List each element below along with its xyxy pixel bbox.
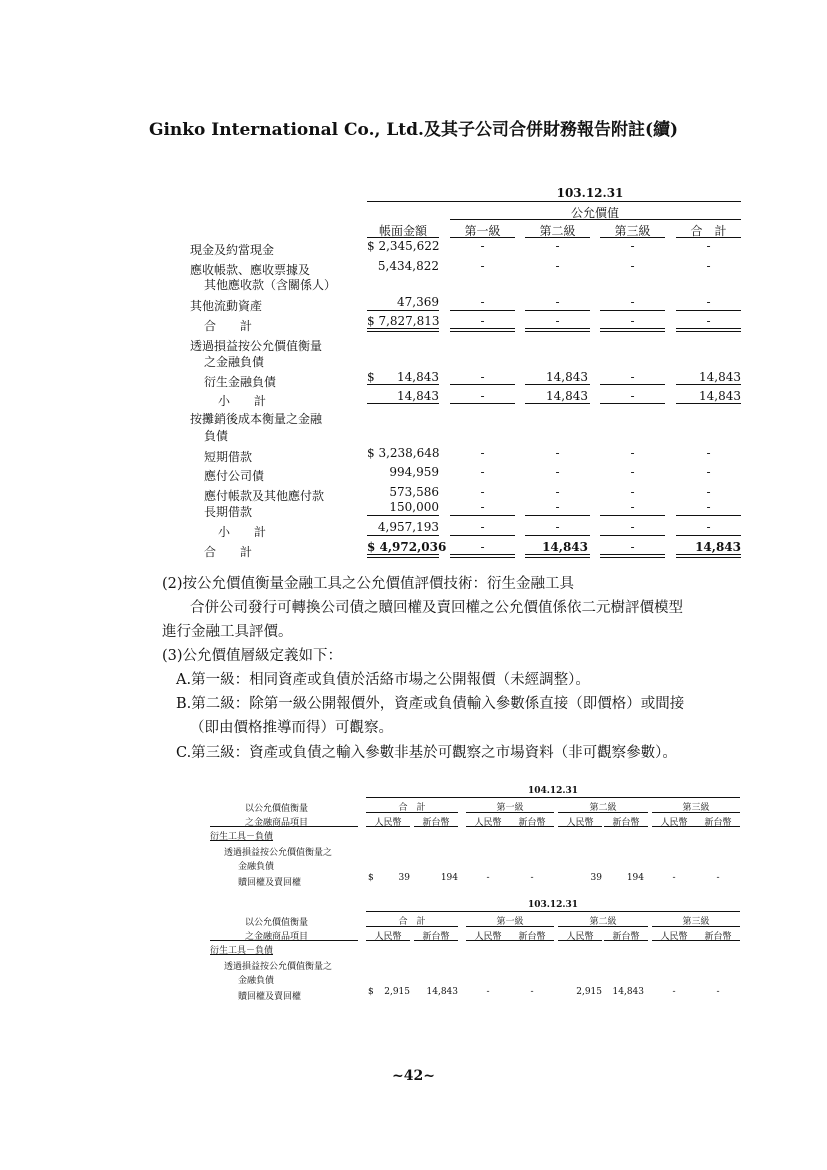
fair-value-label: 公允價值 — [570, 206, 619, 220]
header-left: 以公允價值衡量 — [245, 918, 309, 928]
divider — [600, 384, 665, 385]
cell-book: 14,843 — [397, 389, 439, 403]
cell-total: - — [706, 500, 711, 514]
divider — [367, 384, 439, 385]
cell-book: $ 3,238,648 — [367, 446, 440, 460]
table-date: 103.12.31 — [556, 186, 624, 200]
cell-value: 2,915 — [384, 987, 410, 997]
col-header-total: 合 計 — [690, 224, 727, 238]
divider — [414, 826, 458, 827]
divider — [450, 403, 515, 404]
row-label: 按攤銷後成本衡量之金融 — [190, 412, 323, 426]
divider — [366, 940, 410, 941]
item-label: 金融負債 — [238, 862, 275, 872]
cell-l1: - — [480, 314, 485, 328]
header-left: 之金融商品項目 — [245, 932, 309, 942]
divider — [525, 384, 590, 385]
cell-total: - — [706, 314, 711, 328]
row-label: 應付公司債 — [204, 469, 265, 483]
divider — [510, 826, 554, 827]
divider — [558, 826, 602, 827]
row-label: 衍生金融負債 — [204, 375, 277, 389]
row-label: 負債 — [204, 429, 229, 443]
group-total: 合 計 — [398, 803, 426, 813]
divider — [676, 515, 741, 516]
cell-l2: - — [555, 465, 560, 479]
divider — [366, 797, 740, 798]
row-label: 其他應收款（含關係人） — [204, 278, 337, 292]
divider — [525, 515, 590, 516]
currency: 新台幣 — [518, 818, 546, 828]
currency: 人民幣 — [474, 932, 502, 942]
divider — [604, 940, 648, 941]
row-label: 現金及約當現金 — [190, 243, 275, 257]
row-label: 之金融負債 — [204, 355, 265, 369]
group-level2: 第二級 — [589, 803, 617, 813]
row-label: 合 計 — [204, 545, 253, 559]
cell-l3: - — [630, 465, 635, 479]
divider — [600, 403, 665, 404]
cell-l1: - — [480, 500, 485, 514]
double-rule — [367, 554, 439, 558]
divider — [696, 940, 740, 941]
cell-l2: 14,843 — [542, 540, 588, 554]
cell-l3: - — [630, 500, 635, 514]
divider — [366, 926, 458, 927]
dollar-sign: $ — [367, 370, 375, 384]
divider — [466, 812, 554, 813]
divider — [450, 219, 741, 220]
currency: 新台幣 — [422, 818, 450, 828]
divider — [525, 403, 590, 404]
cell-value: 194 — [440, 873, 458, 883]
header-left: 之金融商品項目 — [245, 818, 309, 828]
double-rule — [450, 554, 515, 558]
level-b-definition: （即由價格推導而得）可觀察。 — [190, 720, 393, 736]
cell-l2: - — [555, 314, 560, 328]
cell-book: 14,843 — [397, 370, 439, 384]
row-label: 長期借款 — [204, 505, 253, 519]
cell-l1: - — [480, 295, 485, 309]
cell-l1: - — [480, 239, 485, 253]
divider — [450, 515, 515, 516]
divider — [600, 237, 665, 238]
divider — [676, 403, 741, 404]
cell-l2: 14,843 — [546, 370, 588, 384]
cell-book: 994,959 — [389, 465, 439, 479]
cell-l2: - — [555, 520, 560, 534]
divider — [558, 812, 648, 813]
double-rule — [525, 328, 590, 332]
page-number: ~42~ — [392, 1068, 435, 1084]
divider — [367, 237, 439, 238]
currency: 人民幣 — [474, 818, 502, 828]
double-rule — [676, 554, 741, 558]
cell-total: 14,843 — [699, 389, 741, 403]
item-label: 贖回權及賣回權 — [238, 878, 302, 888]
section-label: 衍生工具－負債 — [210, 832, 274, 842]
section-2-body: 進行金融工具評價。 — [162, 624, 293, 640]
divider — [676, 310, 741, 311]
cell-value: 194 — [626, 873, 644, 883]
divider — [676, 384, 741, 385]
item-label: 贖回權及賣回權 — [238, 992, 302, 1002]
level-a-definition: A.第一級：相同資產或負債於活絡市場之公開報價（未經調整）。 — [176, 672, 590, 688]
divider — [558, 940, 602, 941]
section-2-body: 合併公司發行可轉換公司債之贖回權及賣回權之公允價值係依二元樹評價模型 — [190, 600, 683, 616]
double-rule — [600, 328, 665, 332]
divider — [367, 535, 439, 536]
divider — [600, 535, 665, 536]
cell-total: - — [706, 259, 711, 273]
double-rule — [367, 328, 439, 332]
divider — [676, 237, 741, 238]
currency: 新台幣 — [518, 932, 546, 942]
cell-value: - — [672, 987, 676, 997]
header-left: 以公允價值衡量 — [245, 804, 309, 814]
double-rule — [600, 554, 665, 558]
group-level3: 第三級 — [682, 803, 710, 813]
row-label: 短期借款 — [204, 450, 253, 464]
cell-l2: - — [555, 446, 560, 460]
col-header-level2: 第二級 — [539, 224, 576, 238]
divider — [558, 926, 648, 927]
divider — [466, 940, 510, 941]
cell-l3: - — [630, 485, 635, 499]
divider — [450, 310, 515, 311]
divider — [696, 826, 740, 827]
currency: 新台幣 — [704, 932, 732, 942]
divider — [652, 826, 696, 827]
group-level1: 第一級 — [496, 803, 524, 813]
cell-l1: - — [480, 485, 485, 499]
divider — [525, 310, 590, 311]
item-label: 透過損益按公允價值衡量之 — [224, 962, 333, 972]
currency: 人民幣 — [374, 932, 402, 942]
currency: 新台幣 — [422, 932, 450, 942]
currency: 新台幣 — [704, 818, 732, 828]
level-b-definition: B.第二級：除第一級公開報價外，資產或負債輸入參數係直接（即價格）或間接 — [176, 696, 685, 712]
divider — [367, 515, 439, 516]
divider — [525, 237, 590, 238]
cell-value: 14,843 — [426, 987, 458, 997]
cell-value: - — [530, 987, 534, 997]
divider — [210, 826, 358, 827]
cell-l1: - — [480, 446, 485, 460]
table-date: 104.12.31 — [527, 786, 579, 796]
double-rule — [676, 328, 741, 332]
cell-l3: - — [630, 370, 635, 384]
dollar-sign: $ — [368, 987, 374, 997]
cell-total: 14,843 — [695, 540, 741, 554]
col-header-book: 帳面金額 — [378, 224, 427, 238]
cell-book: 47,369 — [397, 295, 439, 309]
cell-total: - — [706, 465, 711, 479]
divider — [604, 826, 648, 827]
cell-l3: - — [630, 314, 635, 328]
cell-l1: - — [480, 259, 485, 273]
currency: 新台幣 — [612, 818, 640, 828]
cell-l1: - — [480, 370, 485, 384]
cell-total: - — [706, 239, 711, 253]
currency: 人民幣 — [660, 818, 688, 828]
currency: 人民幣 — [374, 818, 402, 828]
divider — [652, 926, 740, 927]
col-header-level1: 第一級 — [464, 224, 501, 238]
divider — [510, 940, 554, 941]
table-date: 103.12.31 — [527, 900, 579, 910]
double-rule — [450, 328, 515, 332]
divider — [367, 201, 741, 202]
cell-value: - — [486, 873, 490, 883]
divider — [366, 826, 410, 827]
divider — [600, 515, 665, 516]
row-label: 合 計 — [204, 319, 253, 333]
row-label: 小 計 — [218, 394, 267, 408]
cell-l1: - — [480, 520, 485, 534]
currency: 新台幣 — [612, 932, 640, 942]
cell-value: 39 — [398, 873, 410, 883]
cell-l2: - — [555, 239, 560, 253]
group-level1: 第一級 — [496, 917, 524, 927]
divider — [450, 237, 515, 238]
cell-value: - — [486, 987, 490, 997]
cell-total: - — [706, 485, 711, 499]
section-2-heading: (2)按公允價值衡量金融工具之公允價值評價技術：衍生金融工具 — [162, 576, 575, 592]
divider — [450, 384, 515, 385]
section-label: 衍生工具－負債 — [210, 946, 274, 956]
item-label: 透過損益按公允價值衡量之 — [224, 848, 333, 858]
cell-l3: - — [630, 295, 635, 309]
row-label: 應付帳款及其他應付款 — [204, 489, 325, 503]
divider — [450, 535, 515, 536]
cell-l2: 14,843 — [546, 389, 588, 403]
cell-l3: - — [630, 259, 635, 273]
cell-book: $ 7,827,813 — [367, 314, 440, 328]
cell-book: 4,957,193 — [377, 520, 439, 534]
page-title: Ginko International Co., Ltd.及其子公司合併財務報告附註(續) — [148, 120, 679, 140]
cell-total: - — [706, 446, 711, 460]
level-c-definition: C.第三級：資產或負債之輸入參數非基於可觀察之市場資料（非可觀察參數）。 — [176, 745, 677, 761]
divider — [466, 926, 554, 927]
cell-l3: - — [630, 239, 635, 253]
section-3-heading: (3)公允價值層級定義如下： — [162, 648, 343, 664]
cell-book: 150,000 — [389, 500, 439, 514]
currency: 人民幣 — [660, 932, 688, 942]
cell-l3: - — [630, 446, 635, 460]
row-label: 小 計 — [218, 525, 267, 539]
divider — [367, 403, 439, 404]
cell-l2: - — [555, 500, 560, 514]
item-label: 金融負債 — [238, 976, 275, 986]
cell-value: 2,915 — [576, 987, 602, 997]
divider — [466, 826, 510, 827]
dollar-sign: $ — [368, 873, 374, 883]
cell-l2: - — [555, 295, 560, 309]
cell-value: 39 — [590, 873, 602, 883]
divider — [676, 535, 741, 536]
cell-value: - — [530, 873, 534, 883]
divider — [600, 310, 665, 311]
cell-l3: - — [630, 540, 635, 554]
row-label: 應收帳款、應收票據及 — [190, 263, 311, 277]
cell-total: - — [706, 295, 711, 309]
group-level3: 第三級 — [682, 917, 710, 927]
cell-l3: - — [630, 520, 635, 534]
cell-book: 5,434,822 — [377, 259, 439, 273]
cell-value: 14,843 — [612, 987, 644, 997]
cell-book: $ 2,345,622 — [367, 239, 440, 253]
divider — [367, 310, 439, 311]
divider — [366, 812, 458, 813]
row-label: 其他流動資產 — [190, 299, 263, 313]
double-rule — [525, 554, 590, 558]
cell-book: 573,586 — [389, 485, 439, 499]
cell-total: - — [706, 520, 711, 534]
group-level2: 第二級 — [589, 917, 617, 927]
divider — [210, 940, 358, 941]
cell-total: 14,843 — [699, 370, 741, 384]
cell-value: - — [672, 873, 676, 883]
cell-value: - — [716, 873, 720, 883]
divider — [652, 812, 740, 813]
divider — [414, 940, 458, 941]
cell-l1: - — [480, 540, 485, 554]
group-total: 合 計 — [398, 917, 426, 927]
divider — [366, 911, 740, 912]
col-header-level3: 第三級 — [614, 224, 651, 238]
row-label: 透過損益按公允價值衡量 — [190, 339, 323, 353]
cell-value: - — [716, 987, 720, 997]
currency: 人民幣 — [566, 818, 594, 828]
cell-l1: - — [480, 389, 485, 403]
cell-book: $ 4,972,036 — [367, 540, 447, 554]
cell-l3: - — [630, 389, 635, 403]
currency: 人民幣 — [566, 932, 594, 942]
cell-l1: - — [480, 465, 485, 479]
cell-l2: - — [555, 485, 560, 499]
cell-l2: - — [555, 259, 560, 273]
divider — [652, 940, 696, 941]
divider — [525, 535, 590, 536]
